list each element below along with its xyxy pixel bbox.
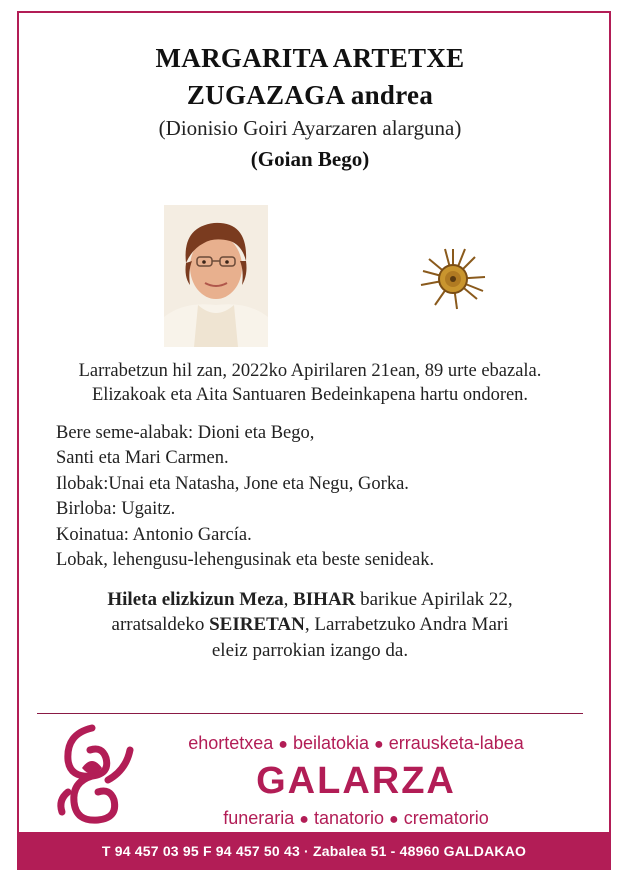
service-label: ehortetxea <box>188 733 274 753</box>
service-label: errausketa-labea <box>388 733 524 753</box>
eguzkilore-flower-icon <box>414 242 492 316</box>
funeral-place-line: eleiz parrokian izango da. <box>211 640 409 661</box>
service-label: beilatokia <box>292 733 370 753</box>
contact-footer: T 94 457 03 95 F 94 457 50 43 · Zabalea 51 - 48960 GALDAKAO <box>17 832 611 870</box>
funeral-text: , <box>283 589 294 610</box>
funeral-place: , Larrabetzuko Andra Mari <box>304 614 509 635</box>
services-basque <box>146 733 566 754</box>
bullet-icon: ● <box>389 811 399 828</box>
funeral-text: arratsaldeko <box>111 614 210 635</box>
funeral-mass-label: Hileta elizkizun Meza <box>107 589 284 610</box>
deceased-name-line2: ZUGAZAGA andrea <box>186 80 434 110</box>
funeral-day: BIHAR <box>293 589 356 610</box>
funeral-time: SEIRETAN <box>209 614 305 635</box>
sacraments-line: Elizakoak eta Aita Santuaren Bedeinkapena hartu ondoren. <box>91 385 529 405</box>
death-announcement-line: Larrabetzun hil zan, 2022ko Apirilaren 21ean, 89 urte ebazala. <box>78 361 542 381</box>
service-label: tanatorio <box>313 808 385 828</box>
bullet-icon: ● <box>374 736 384 753</box>
widow-of-line: (Dionisio Goiri Ayarzaren alarguna) <box>158 116 462 140</box>
divider <box>37 713 583 714</box>
service-label: crematorio <box>403 808 489 828</box>
family-line: Birloba: Ugaitz. <box>56 499 176 519</box>
portrait-photo <box>164 205 268 347</box>
rest-in-peace-line: (Goian Bego) <box>250 147 370 171</box>
family-line: Santi eta Mari Carmen. <box>56 448 229 468</box>
bullet-icon: ● <box>278 736 288 753</box>
funeral-home-name: GALARZA <box>256 760 456 802</box>
deceased-name-line1: MARGARITA ARTETXE <box>155 43 465 73</box>
galarza-logo-icon <box>52 720 138 830</box>
family-line: Ilobak:Unai eta Natasha, Jone eta Negu, Gorka. <box>56 474 409 494</box>
family-line: Bere seme-alabak: Dioni eta Bego, <box>56 423 315 443</box>
service-label: funeraria <box>223 808 295 828</box>
funeral-time-line <box>0 614 620 636</box>
family-line: Lobak, lehengusu-lehengusinak eta beste senideak. <box>56 550 435 570</box>
bullet-icon: ● <box>299 811 309 828</box>
services-spanish <box>146 808 566 829</box>
funeral-date: barikue Apirilak 22, <box>355 589 513 610</box>
family-line: Koinatua: Antonio García. <box>56 525 252 545</box>
funeral-mass-line <box>0 589 620 611</box>
